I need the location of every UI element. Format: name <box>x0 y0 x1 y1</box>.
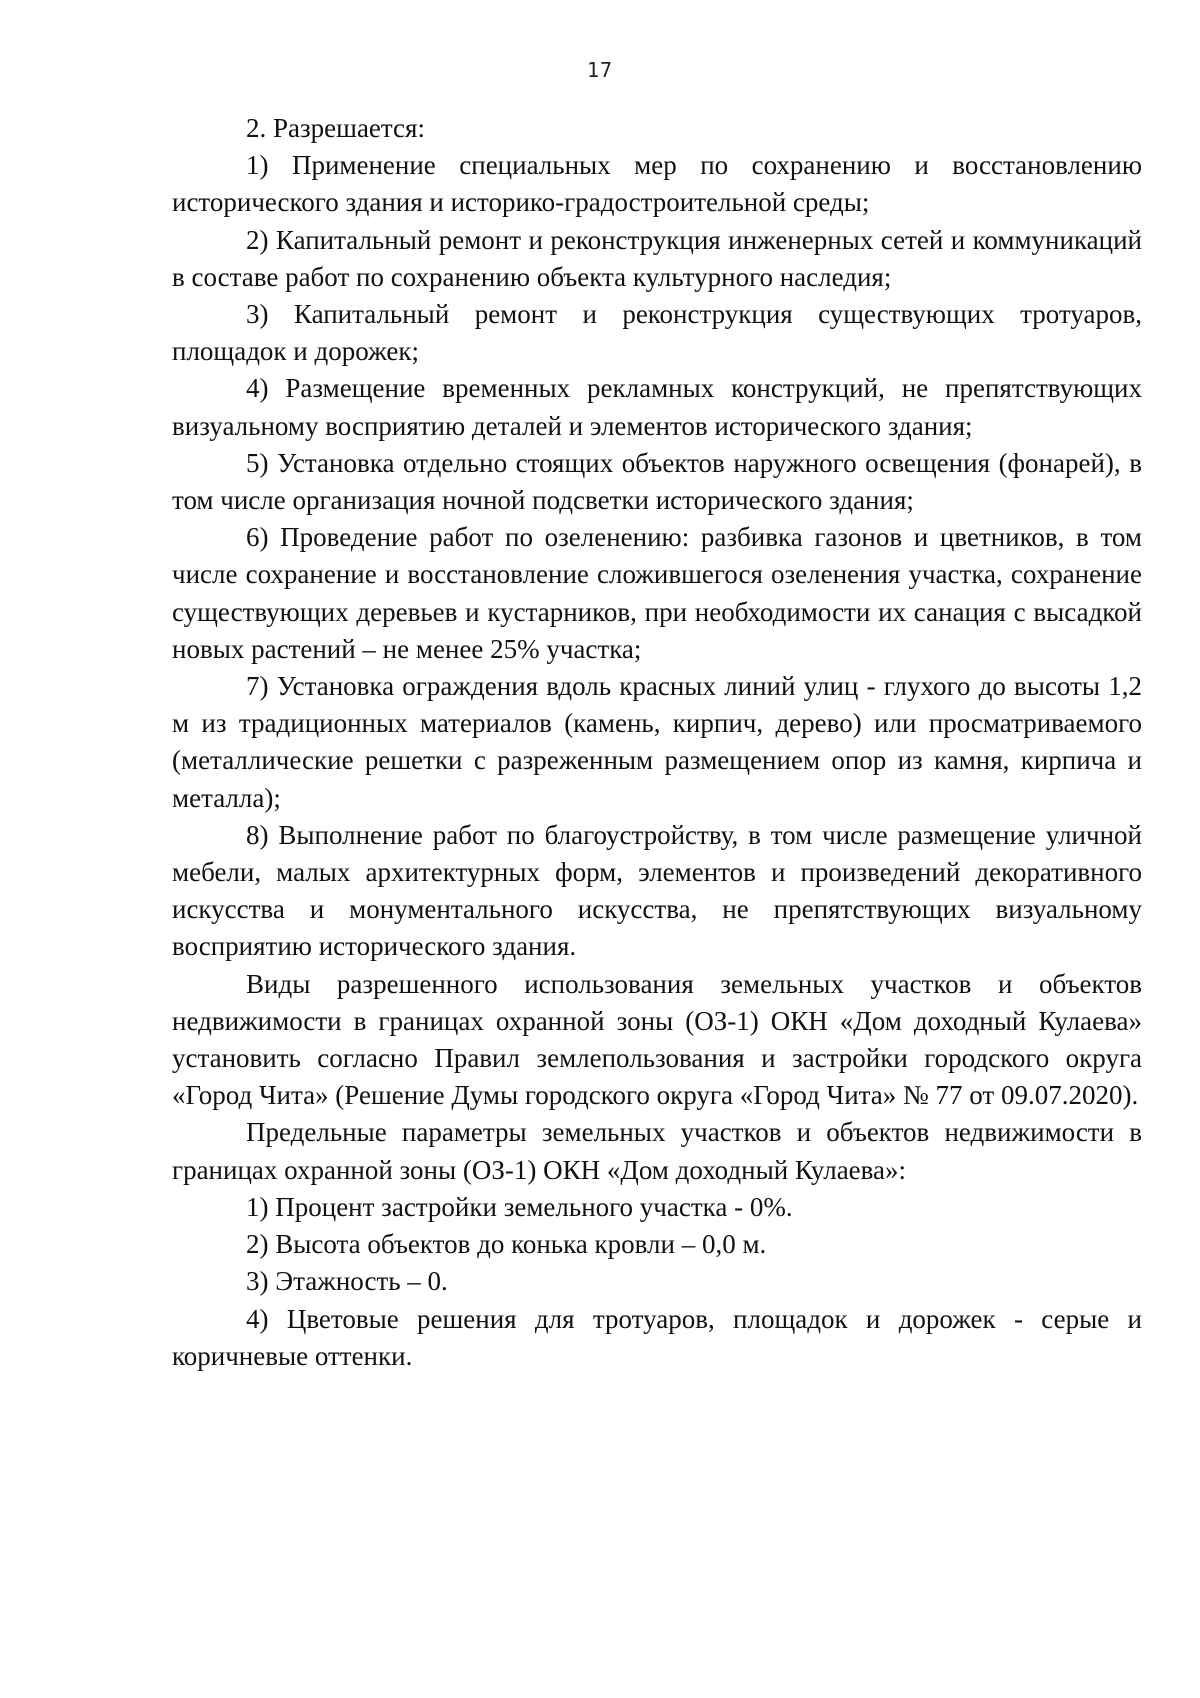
permitted-item-2: 2) Капитальный ремонт и реконструкция инженерных сетей и коммуникаций в составе работ по сохранению объекта культурного наследия; <box>172 224 1142 292</box>
limit-parameter-4: 4) Цветовые решения для тротуаров, площадок и дорожек - серые и коричневые оттенки. <box>172 1303 1142 1371</box>
permitted-item-6: 6) Проведение работ по озеленению: разбивка газонов и цветников, в том числе сохранение и восстановление сложившегося озеленения участка, сохранение существующих деревьев и кустарников, при необходимости их санация с высадкой новых растений – не менее 25% участка; <box>172 522 1142 664</box>
permitted-item-3: 3) Капитальный ремонт и реконструкция существующих тротуаров, площадок и дорожек; <box>172 299 1142 367</box>
permitted-item-8: 8) Выполнение работ по благоустройству, в том числе размещение уличной мебели, малых архитектурных форм, элементов и произведений декоративного искусства и монументального искусства, не препятствующих визуальному восприятию исторического здания. <box>172 819 1142 962</box>
section-heading-permitted: 2. Разрешается: <box>246 113 425 143</box>
permitted-item-1: 1) Применение специальных мер по сохранению и восстановлению исторического здания и историко-градостроительной среды; <box>172 150 1142 218</box>
permitted-item-5: 5) Установка отдельно стоящих объектов наружного освещения (фонарей), в том числе организация ночной подсветки исторического здания; <box>172 447 1142 516</box>
page-number: 17 <box>586 58 614 82</box>
limit-parameter-2: 2) Высота объектов до конька кровли – 0,0 м. <box>246 1229 767 1260</box>
land-use-types-paragraph: Виды разрешенного использования земельных участков и объектов недвижимости в границах охранной зоны (ОЗ-1) ОКН «Дом доходный Кулаева» установить согласно Правил землепользования и застройки городского округа «Город Чита» (Решение Думы городского округа «Город Чита» № 77 от 09.07.2020). <box>172 968 1142 1111</box>
permitted-item-4: 4) Размещение временных рекламных конструкций, не препятствующих визуальному восприятию деталей и элементов исторического здания; <box>172 373 1142 441</box>
permitted-item-7: 7) Установка ограждения вдоль красных линий улиц - глухого до высоты 1,2 м из традиционных материалов (камень, кирпич, дерево) или просматриваемого (металлические решетки с разреженным размещением опор из камня, кирпича и металла); <box>172 671 1142 813</box>
limit-parameter-3: 3) Этажность – 0. <box>246 1266 448 1297</box>
limit-parameter-1: 1) Процент застройки земельного участка - 0%. <box>246 1191 793 1222</box>
limit-parameters-intro: Предельные параметры земельных участков и объектов недвижимости в границах охранной зоны (ОЗ-1) ОКН «Дом доходный Кулаева»: <box>172 1117 1142 1185</box>
document-body <box>172 110 1142 1375</box>
